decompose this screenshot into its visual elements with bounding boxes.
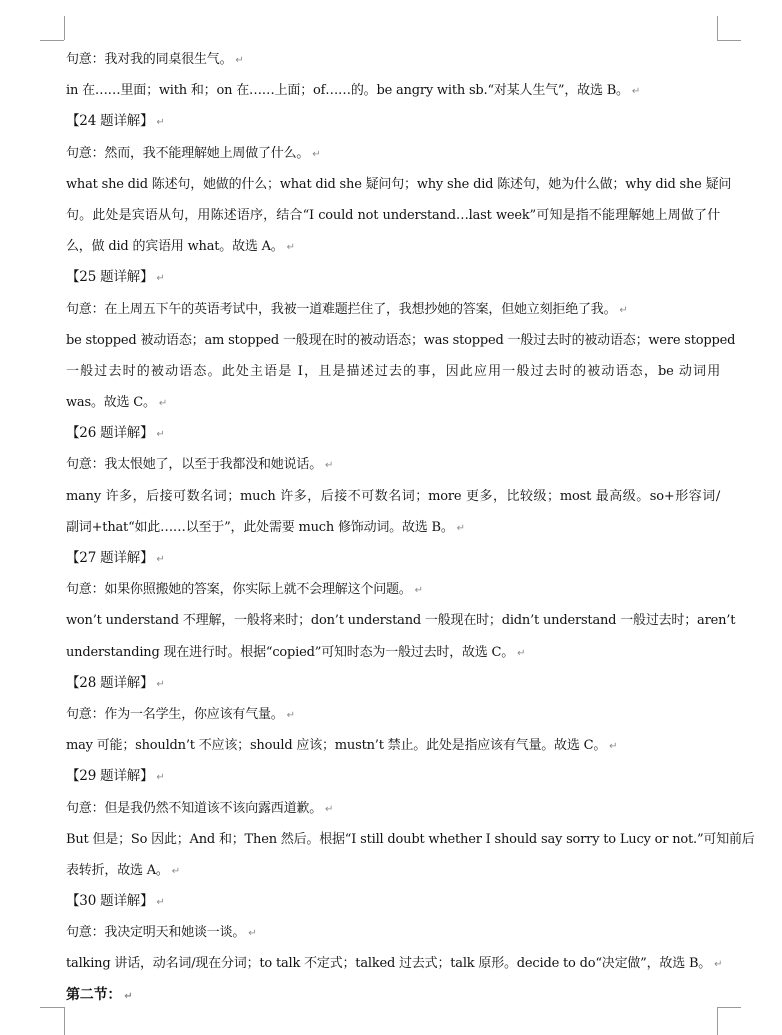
explanation-line: what she did 陈述句，她做的什么；what did she 疑问句；why she did 陈述句，她为什么做；why did she 疑问 [66, 176, 732, 192]
paragraph-mark-icon: ↵ [631, 86, 641, 98]
sentence-meaning: 句意：作为一名学生，你应该有气量。 ↵ [66, 706, 295, 722]
paragraph-mark-icon: ↵ [235, 55, 244, 66]
explanation-line: 副词+that“如此……以至于”，此处需要 much 修饰动词。故选 B。 ↵ [66, 519, 465, 535]
paragraph-mark-icon: ↵ [156, 897, 165, 909]
crop-mark-bottom-left [64, 1007, 65, 1035]
paragraph-mark-icon: ↵ [456, 522, 465, 534]
paragraph-mark-icon: ↵ [325, 460, 334, 472]
sentence-meaning: 句意：我决定明天和她谈一谈。 ↵ [66, 925, 257, 941]
paragraph-mark-icon: ↵ [156, 273, 165, 285]
crop-mark-bottom-left [40, 1007, 64, 1008]
question-heading: 【28 题详解】 ↵ [66, 674, 165, 691]
explanation-line: 句。此处是宾语从句，用陈述语序，结合“I could not understand…last week”可知是指不能理解她上周做了什 [66, 207, 720, 223]
paragraph-mark-icon: ↵ [609, 741, 618, 753]
question-heading: 【24 题详解】 ↵ [66, 113, 165, 130]
section-heading: 第二节： ↵ [66, 986, 133, 1003]
paragraph-mark-icon: ↵ [158, 398, 168, 410]
paragraph-mark-icon: ↵ [156, 678, 165, 690]
sentence-meaning: 句意：在上周五下午的英语考试中，我被一道难题拦住了，我想抄她的答案，但她立刻拒绝了我。 ↵ [66, 301, 628, 317]
explanation-line: talking 讲话，动名词/现在分词；to talk 不定式；talked 过去式；talk 原形。decide to do“决定做”，故选 B。 ↵ [66, 956, 723, 972]
explanation-line: 么，做 did 的宾语用 what。故选 A。 ↵ [66, 239, 295, 255]
paragraph-mark-icon: ↵ [414, 585, 423, 597]
explanation-line: But 但是；So 因此；And 和；Then 然后。根据“I still doubt whether I should say sorry to Lucy or not.”可知前后 [66, 831, 755, 847]
sentence-meaning: 句意：我太恨她了，以至于我都没和她说话。 ↵ [66, 457, 334, 473]
document-body [66, 44, 755, 1011]
explanation-line: may 可能；shouldn’t 不应该；should 应该；mustn’t 禁止。此处是指应该有气量。故选 C。 ↵ [66, 738, 618, 754]
question-heading: 【27 题详解】 ↵ [66, 550, 165, 566]
crop-mark-bottom-right [717, 1007, 718, 1035]
crop-mark-bottom-right [717, 1007, 741, 1008]
sentence-meaning: 句意：如果你照搬她的答案，你实际上就不会理解这个问题。 ↵ [66, 582, 423, 598]
explanation-line: won’t understand 不理解，一般将来时；don’t understand 一般现在时；didn’t understand 一般过去时；aren’t [66, 613, 736, 629]
explanation-line: was。故选 C。 ↵ [66, 395, 168, 411]
paragraph-mark-icon: ↵ [312, 148, 321, 160]
explanation-line: 表转折，故选 A。 ↵ [66, 862, 180, 878]
question-heading: 【25 题详解】 ↵ [66, 269, 165, 286]
paragraph-mark-icon: ↵ [156, 772, 165, 784]
paragraph-mark-icon: ↵ [714, 959, 723, 971]
question-heading: 【30 题详解】 ↵ [66, 893, 165, 910]
explanation-line: in 在……里面；with 和；on 在……上面；of……的。be angry with sb.“对某人生气”，故选 B。 ↵ [66, 83, 641, 99]
sentence-meaning: 句意：然而，我不能理解她上周做了什么。 ↵ [66, 145, 321, 161]
paragraph-mark-icon: ↵ [124, 990, 133, 1002]
paragraph-mark-icon: ↵ [286, 709, 295, 721]
paragraph-mark-icon: ↵ [248, 928, 257, 940]
paragraph-mark-icon: ↵ [171, 865, 180, 877]
paragraph-mark-icon: ↵ [286, 242, 295, 254]
crop-mark-top-left [64, 16, 65, 40]
paragraph-mark-icon: ↵ [156, 429, 165, 441]
question-heading: 【26 题详解】 ↵ [66, 425, 165, 442]
crop-mark-top-right [717, 40, 741, 41]
crop-mark-top-left [40, 40, 64, 41]
paragraph-mark-icon: ↵ [156, 554, 165, 565]
paragraph-mark-icon: ↵ [517, 647, 526, 659]
question-heading: 【29 题详解】 ↵ [66, 768, 165, 785]
explanation-line: many 许多，后接可数名词；much 许多，后接不可数名词；more 更多，比较级；most 最高级。so+形容词/ [66, 488, 720, 504]
explanation-line: be stopped 被动语态；am stopped 一般现在时的被动语态；was stopped 一般过去时的被动语态；were stopped [66, 332, 736, 348]
paragraph-mark-icon: ↵ [156, 117, 165, 129]
paragraph-mark-icon: ↵ [619, 304, 628, 316]
explanation-line: 一般过去时的被动语态。此处主语是 I，且是描述过去的事，因此应用一般过去时的被动语态，be 动词用 [66, 363, 720, 379]
sentence-meaning: 句意：但是我仍然不知道该不该向露西道歉。 ↵ [66, 800, 334, 816]
crop-mark-top-right [717, 16, 718, 40]
explanation-line: understanding 现在进行时。根据“copied”可知时态为一般过去时，故选 C。 ↵ [66, 644, 526, 660]
paragraph-mark-icon: ↵ [325, 803, 334, 815]
sentence-meaning: 句意：我对我的同桌很生气。 ↵ [66, 52, 244, 67]
